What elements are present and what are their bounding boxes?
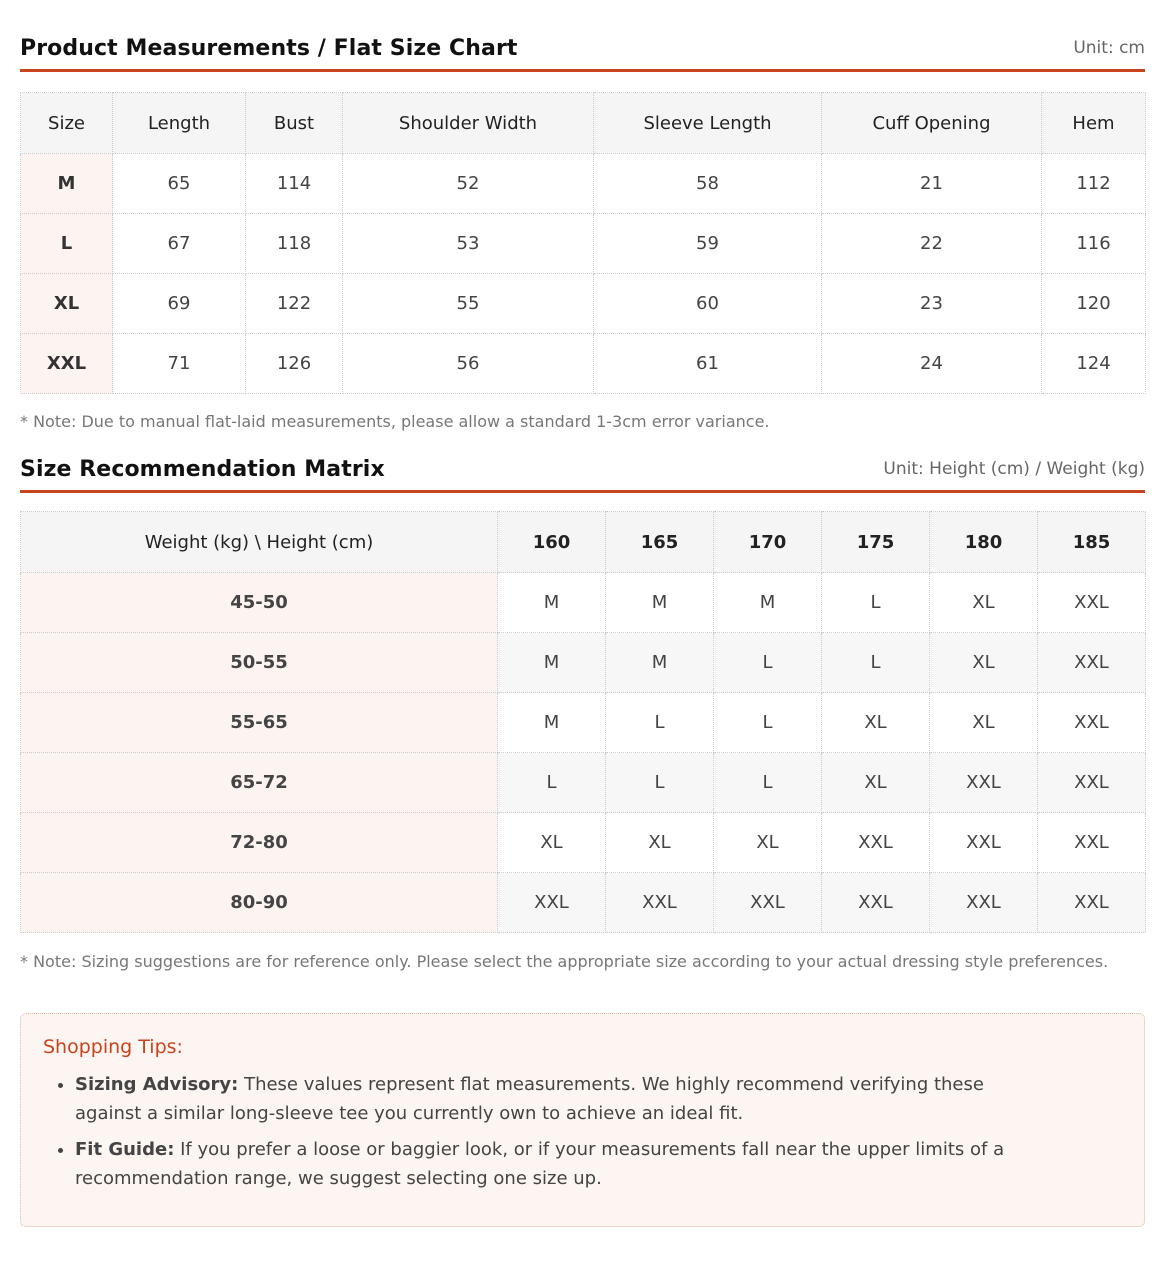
recommendation-title: Size Recommendation Matrix bbox=[20, 457, 385, 482]
table-cell: 71 bbox=[113, 334, 246, 394]
table-cell: 56 bbox=[343, 334, 594, 394]
table-row bbox=[21, 573, 1146, 633]
tip-label: Fit Guide: bbox=[75, 1139, 175, 1160]
table-row bbox=[21, 873, 1146, 933]
table-cell: XXL bbox=[606, 873, 714, 933]
measurements-unit: Unit: cm bbox=[1073, 38, 1145, 58]
recommendation-unit: Unit: Height (cm) / Weight (kg) bbox=[883, 459, 1145, 479]
table-row bbox=[21, 753, 1146, 813]
height-header: 185 bbox=[1038, 512, 1146, 573]
table-cell: XL bbox=[606, 813, 714, 873]
table-cell: 21 bbox=[822, 154, 1042, 214]
table-cell: L bbox=[822, 573, 930, 633]
table-row bbox=[21, 693, 1146, 753]
table-cell: XXL bbox=[1038, 573, 1146, 633]
height-header: 165 bbox=[606, 512, 714, 573]
measurements-table bbox=[20, 92, 1146, 394]
tip-text: If you prefer a loose or baggier look, or if your measurements fall near the upper limits of a recommendation range, we suggest selecting one size up. bbox=[75, 1139, 1005, 1189]
table-cell: L bbox=[714, 753, 822, 813]
table-cell: XL bbox=[714, 813, 822, 873]
table-cell: M bbox=[606, 633, 714, 693]
table-cell: 124 bbox=[1042, 334, 1146, 394]
list-item bbox=[75, 1070, 1035, 1128]
corner-header: Weight (kg) \ Height (cm) bbox=[21, 512, 498, 573]
table-cell: XXL bbox=[714, 873, 822, 933]
height-header: 180 bbox=[930, 512, 1038, 573]
table-cell: XL bbox=[498, 813, 606, 873]
table-cell: M bbox=[498, 573, 606, 633]
column-header: Size bbox=[21, 93, 113, 154]
table-cell: 112 bbox=[1042, 154, 1146, 214]
table-cell: 55 bbox=[343, 274, 594, 334]
table-cell: M bbox=[498, 633, 606, 693]
table-cell: XXL bbox=[1038, 873, 1146, 933]
table-cell: L bbox=[498, 753, 606, 813]
table-cell: XXL bbox=[1038, 813, 1146, 873]
recommendation-table bbox=[20, 511, 1146, 933]
table-cell: 118 bbox=[246, 214, 343, 274]
tip-text: These values represent flat measurements. We highly recommend verifying these against a similar long-sleeve tee you currently own to achieve an ideal fit. bbox=[75, 1074, 984, 1124]
table-cell: L bbox=[606, 753, 714, 813]
size-guide-page bbox=[20, 0, 1145, 1227]
size-label: M bbox=[21, 154, 113, 214]
table-cell: 58 bbox=[594, 154, 822, 214]
height-header: 160 bbox=[498, 512, 606, 573]
table-cell: M bbox=[606, 573, 714, 633]
table-cell: 65 bbox=[113, 154, 246, 214]
table-cell: 116 bbox=[1042, 214, 1146, 274]
column-header: Shoulder Width bbox=[343, 93, 594, 154]
table-cell: XL bbox=[930, 573, 1038, 633]
table-cell: XXL bbox=[1038, 753, 1146, 813]
column-header: Hem bbox=[1042, 93, 1146, 154]
tip-label: Sizing Advisory: bbox=[75, 1074, 239, 1095]
table-cell: XL bbox=[822, 753, 930, 813]
table-cell: 59 bbox=[594, 214, 822, 274]
shopping-tips-box bbox=[20, 1013, 1145, 1227]
table-cell: 22 bbox=[822, 214, 1042, 274]
table-cell: L bbox=[714, 633, 822, 693]
table-row bbox=[21, 633, 1146, 693]
measurements-header bbox=[20, 0, 1145, 72]
weight-label: 50-55 bbox=[21, 633, 498, 693]
column-header: Cuff Opening bbox=[822, 93, 1042, 154]
table-cell: 126 bbox=[246, 334, 343, 394]
table-cell: L bbox=[822, 633, 930, 693]
weight-label: 45-50 bbox=[21, 573, 498, 633]
table-cell: 122 bbox=[246, 274, 343, 334]
table-cell: M bbox=[714, 573, 822, 633]
table-cell: XL bbox=[822, 693, 930, 753]
table-cell: L bbox=[714, 693, 822, 753]
column-header: Sleeve Length bbox=[594, 93, 822, 154]
weight-label: 72-80 bbox=[21, 813, 498, 873]
column-header: Bust bbox=[246, 93, 343, 154]
table-cell: XXL bbox=[498, 873, 606, 933]
shopping-tips-title: Shopping Tips: bbox=[43, 1036, 183, 1058]
size-label: XXL bbox=[21, 334, 113, 394]
recommendation-header-row bbox=[21, 512, 1146, 573]
measurements-header-row bbox=[21, 93, 1146, 154]
table-cell: 67 bbox=[113, 214, 246, 274]
table-cell: 61 bbox=[594, 334, 822, 394]
list-item bbox=[75, 1135, 1035, 1193]
table-cell: 24 bbox=[822, 334, 1042, 394]
shopping-tips-list bbox=[43, 1070, 1035, 1193]
weight-label: 55-65 bbox=[21, 693, 498, 753]
table-cell: 120 bbox=[1042, 274, 1146, 334]
weight-label: 80-90 bbox=[21, 873, 498, 933]
table-cell: 53 bbox=[343, 214, 594, 274]
height-header: 175 bbox=[822, 512, 930, 573]
table-cell: 52 bbox=[343, 154, 594, 214]
table-cell: XXL bbox=[822, 813, 930, 873]
table-cell: XL bbox=[930, 633, 1038, 693]
size-label: XL bbox=[21, 274, 113, 334]
table-cell: 69 bbox=[113, 274, 246, 334]
table-cell: XXL bbox=[930, 873, 1038, 933]
table-cell: XXL bbox=[930, 753, 1038, 813]
table-cell: XXL bbox=[822, 873, 930, 933]
table-cell: 114 bbox=[246, 154, 343, 214]
table-cell: XL bbox=[930, 693, 1038, 753]
column-header: Length bbox=[113, 93, 246, 154]
table-cell: XXL bbox=[1038, 633, 1146, 693]
height-header: 170 bbox=[714, 512, 822, 573]
table-row bbox=[21, 334, 1146, 394]
table-cell: L bbox=[606, 693, 714, 753]
weight-label: 65-72 bbox=[21, 753, 498, 813]
table-row bbox=[21, 813, 1146, 873]
table-cell: 23 bbox=[822, 274, 1042, 334]
table-cell: M bbox=[498, 693, 606, 753]
table-row bbox=[21, 214, 1146, 274]
table-row bbox=[21, 274, 1146, 334]
size-label: L bbox=[21, 214, 113, 274]
table-row bbox=[21, 154, 1146, 214]
recommendation-header bbox=[20, 431, 1145, 493]
table-cell: XXL bbox=[930, 813, 1038, 873]
table-cell: XXL bbox=[1038, 693, 1146, 753]
measurements-title: Product Measurements / Flat Size Chart bbox=[20, 36, 518, 61]
table-cell: 60 bbox=[594, 274, 822, 334]
measurements-note: * Note: Due to manual flat-laid measurements, please allow a standard 1-3cm error variance. bbox=[20, 412, 770, 431]
recommendation-note: * Note: Sizing suggestions are for reference only. Please select the appropriate size according to your actual dressing style preferences. bbox=[20, 952, 1109, 971]
